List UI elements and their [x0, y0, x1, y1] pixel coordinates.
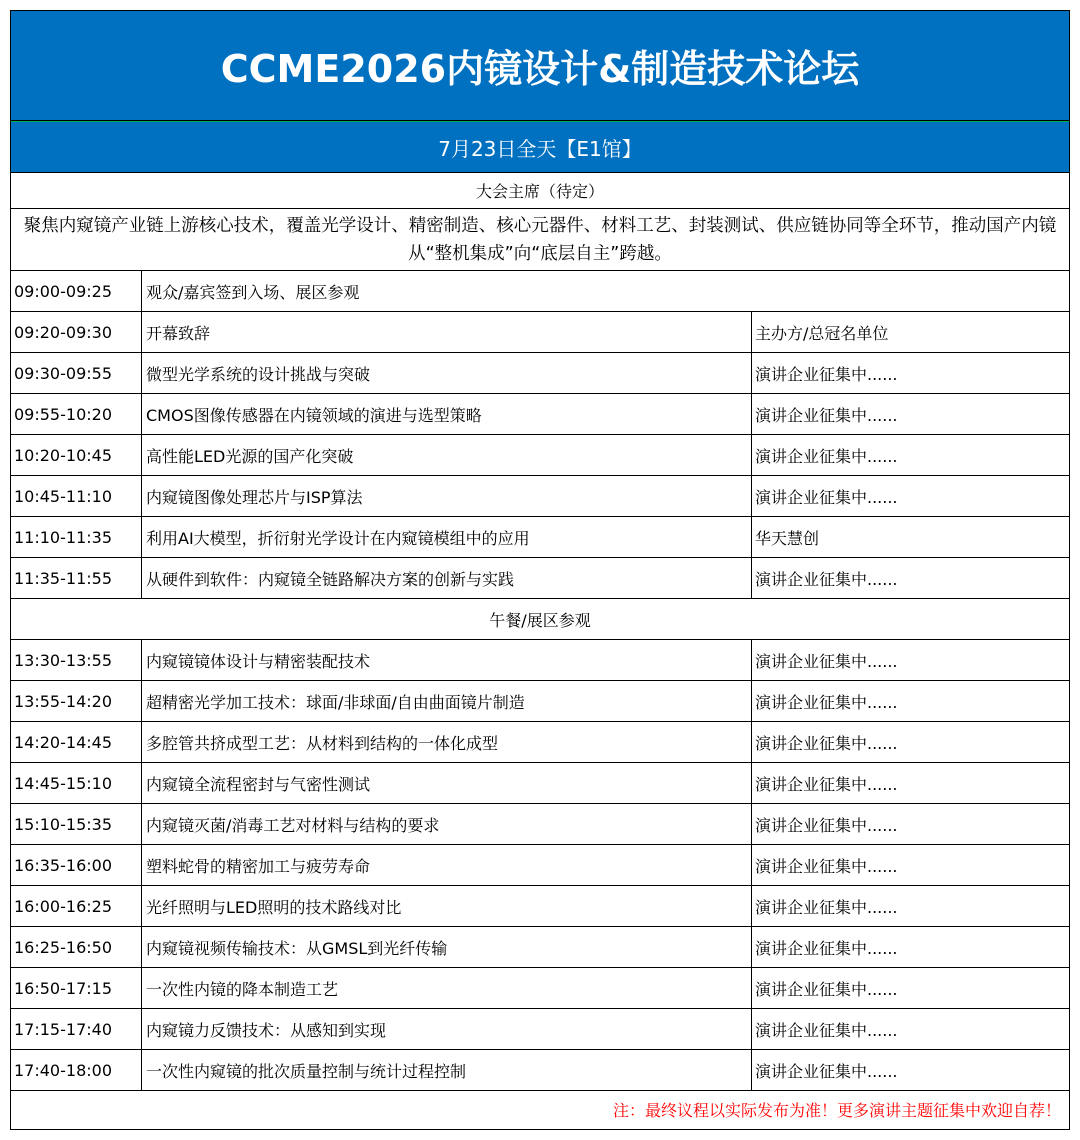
speaker-cell: 演讲企业征集中...... [751, 968, 1069, 1008]
speaker-cell: 演讲企业征集中...... [751, 394, 1069, 434]
speaker-cell: 主办方/总冠名单位 [751, 312, 1069, 352]
time-cell: 10:20-10:45 [11, 435, 142, 475]
speaker-cell: 演讲企业征集中...... [751, 886, 1069, 926]
break-row [11, 599, 1069, 640]
table-row [11, 804, 1069, 845]
schedule-rows [11, 271, 1069, 1091]
speaker-cell: 演讲企业征集中...... [751, 804, 1069, 844]
topic-cell: 高性能LED光源的国产化突破 [146, 446, 354, 466]
footer-note: 注：最终议程以实际发布为准！更多演讲主题征集中欢迎自荐！ [612, 1100, 1061, 1120]
table-row [11, 353, 1069, 394]
time-cell: 14:45-15:10 [11, 763, 142, 803]
table-row [11, 271, 1069, 312]
topic-cell: 观众/嘉宾签到入场、展区参观 [146, 282, 360, 302]
time-cell: 11:35-11:55 [11, 558, 142, 598]
table-row [11, 1009, 1069, 1050]
speaker-cell: 华天慧创 [751, 517, 1069, 557]
speaker-cell: 演讲企业征集中...... [751, 476, 1069, 516]
speaker-cell: 演讲企业征集中...... [751, 1050, 1069, 1090]
time-cell: 17:40-18:00 [11, 1050, 142, 1090]
table-row [11, 886, 1069, 927]
time-cell: 16:00-16:25 [11, 886, 142, 926]
topic-cell: 塑料蛇骨的精密加工与疲劳寿命 [146, 856, 371, 876]
topic-cell: 内窥镜力反馈技术：从感知到实现 [146, 1020, 387, 1040]
speaker-cell: 演讲企业征集中...... [751, 722, 1069, 762]
speaker-cell: 演讲企业征集中...... [751, 640, 1069, 680]
table-row [11, 435, 1069, 476]
time-cell: 16:35-16:00 [11, 845, 142, 885]
table-row [11, 927, 1069, 968]
speaker-cell: 演讲企业征集中...... [751, 681, 1069, 721]
table-row [11, 845, 1069, 886]
time-cell: 17:15-17:40 [11, 1009, 142, 1049]
table-row [11, 476, 1069, 517]
agenda-table [10, 10, 1070, 1130]
table-row [11, 558, 1069, 599]
table-row [11, 763, 1069, 804]
topic-cell: 一次性内镜的降本制造工艺 [146, 979, 339, 999]
table-row [11, 968, 1069, 1009]
topic-cell: 超精密光学加工技术：球面/非球面/自由曲面镜片制造 [146, 692, 525, 712]
time-cell: 10:45-11:10 [11, 476, 142, 516]
speaker-cell: 演讲企业征集中...... [751, 353, 1069, 393]
speaker-cell: 演讲企业征集中...... [751, 927, 1069, 967]
time-cell: 11:10-11:35 [11, 517, 142, 557]
topic-cell: 内窥镜灭菌/消毒工艺对材料与结构的要求 [146, 815, 440, 835]
speaker-cell: 演讲企业征集中...... [751, 558, 1069, 598]
topic-cell: 从硬件到软件：内窥镜全链路解决方案的创新与实践 [146, 569, 515, 589]
time-cell: 15:10-15:35 [11, 804, 142, 844]
topic-cell: 利用AI大模型，折衍射光学设计在内窥镜模组中的应用 [146, 528, 530, 548]
topic-cell: 一次性内窥镜的批次质量控制与统计过程控制 [146, 1061, 467, 1081]
topic-cell: 微型光学系统的设计挑战与突破 [146, 364, 371, 384]
topic-cell: 光纤照明与LED照明的技术路线对比 [146, 897, 402, 917]
table-row [11, 722, 1069, 763]
time-cell: 14:20-14:45 [11, 722, 142, 762]
topic-cell: 内窥镜全流程密封与气密性测试 [146, 774, 371, 794]
table-row [11, 394, 1069, 435]
speaker-cell: 演讲企业征集中...... [751, 435, 1069, 475]
topic-cell: 内窥镜镜体设计与精密装配技术 [146, 651, 371, 671]
time-cell: 09:30-09:55 [11, 353, 142, 393]
time-cell: 16:50-17:15 [11, 968, 142, 1008]
time-cell: 09:20-09:30 [11, 312, 142, 352]
time-cell: 09:00-09:25 [11, 271, 142, 311]
topic-cell: CMOS图像传感器在内镜领域的演进与选型策略 [146, 405, 482, 425]
page-title: CCME2026内镜设计&制造技术论坛 [11, 11, 1069, 121]
table-row [11, 1050, 1069, 1091]
forum-intro: 聚焦内窥镜产业链上游核心技术，覆盖光学设计、精密制造、核心元器件、材料工艺、封装测试、供应链协同等全环节，推动国产内镜从“整机集成”向“底层自主”跨越。 [11, 209, 1069, 271]
time-cell: 09:55-10:20 [11, 394, 142, 434]
time-cell: 13:55-14:20 [11, 681, 142, 721]
topic-cell: 内窥镜图像处理芯片与ISP算法 [146, 487, 363, 507]
table-row [11, 640, 1069, 681]
speaker-cell: 演讲企业征集中...... [751, 1009, 1069, 1049]
date-venue-banner: 7月23日全天【E1馆】 [11, 121, 1069, 173]
speaker-cell: 演讲企业征集中...... [751, 763, 1069, 803]
break-label: 午餐/展区参观 [489, 610, 591, 630]
time-cell: 13:30-13:55 [11, 640, 142, 680]
time-cell: 16:25-16:50 [11, 927, 142, 967]
topic-cell: 内窥镜视频传输技术：从GMSL到光纤传输 [146, 938, 448, 958]
table-row [11, 517, 1069, 558]
speaker-cell: 演讲企业征集中...... [751, 845, 1069, 885]
chair-row: 大会主席（待定） [11, 173, 1069, 209]
topic-cell: 开幕致辞 [146, 323, 211, 343]
table-row [11, 681, 1069, 722]
table-row [11, 312, 1069, 353]
topic-cell: 多腔管共挤成型工艺：从材料到结构的一体化成型 [146, 733, 499, 753]
